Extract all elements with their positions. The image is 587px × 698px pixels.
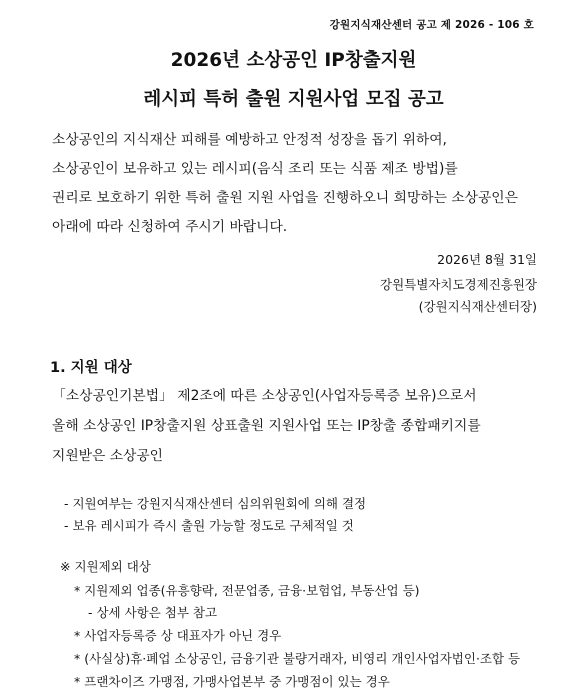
section-1-title: 1. 지원 대상 bbox=[50, 360, 132, 376]
exclusion-item: * 지원제외 업종(유흥향락, 전문업종, 금융·보험업, 부동산업 등) bbox=[74, 583, 420, 598]
section-1-body-line: 올해 소상공인 IP창출지원 상표출원 지원사업 또는 IP창출 종합패키지를 bbox=[52, 418, 481, 434]
intro-line: 소상공인이 보유하고 있는 레시피(음식 조리 또는 식품 제조 방법)를 bbox=[52, 161, 458, 177]
issuer-name: 강원특별자치도경제진흥원장 bbox=[380, 277, 537, 292]
exclusion-item: * 사업자등록증 상 대표자가 아닌 경우 bbox=[74, 628, 282, 643]
exclusion-sub-item: - 상세 사항은 첨부 참고 bbox=[88, 605, 218, 620]
intro-line: 아래에 따라 신청하여 주시기 바랍니다. bbox=[52, 219, 288, 235]
dash-item: - 보유 레시피가 즉시 출원 가능할 정도로 구체적일 것 bbox=[64, 518, 354, 533]
intro-line: 권리로 보호하기 위한 특허 출원 지원 사업을 진행하오니 희망하는 소상공인은 bbox=[52, 190, 518, 206]
issuer-center: (강원지식재산센터장) bbox=[418, 299, 537, 314]
announcement-date: 2026년 8월 31일 bbox=[437, 252, 537, 267]
section-1-body-line: 「소상공인기본법」 제2조에 따른 소상공인(사업자등록증 보유)으로서 bbox=[52, 388, 477, 404]
exclusion-heading: ※ 지원제외 대상 bbox=[60, 559, 151, 574]
exclusion-item: * 프랜차이즈 가맹점, 가맹사업본부 중 가맹점이 있는 경우 bbox=[74, 674, 390, 689]
dash-item: - 지원여부는 강원지식재산센터 심의위원회에 의해 결정 bbox=[64, 496, 367, 511]
exclusion-item: * (사실상)휴·폐업 소상공인, 금융기관 불량거래자, 비영리 개인사업자법인·조합 등 bbox=[74, 651, 521, 666]
title-line-1: 2026년 소상공인 IP창출지원 bbox=[170, 50, 417, 71]
title-line-2: 레시피 특허 출원 지원사업 모집 공고 bbox=[143, 89, 444, 110]
document-number: 강원지식재산센터 공고 제 2026 - 106 호 bbox=[329, 19, 534, 31]
section-1-body-line: 지원받은 소상공인 bbox=[52, 448, 164, 464]
intro-line: 소상공인의 지식재산 피해를 예방하고 안정적 성장을 돕기 위하여, bbox=[52, 132, 447, 148]
